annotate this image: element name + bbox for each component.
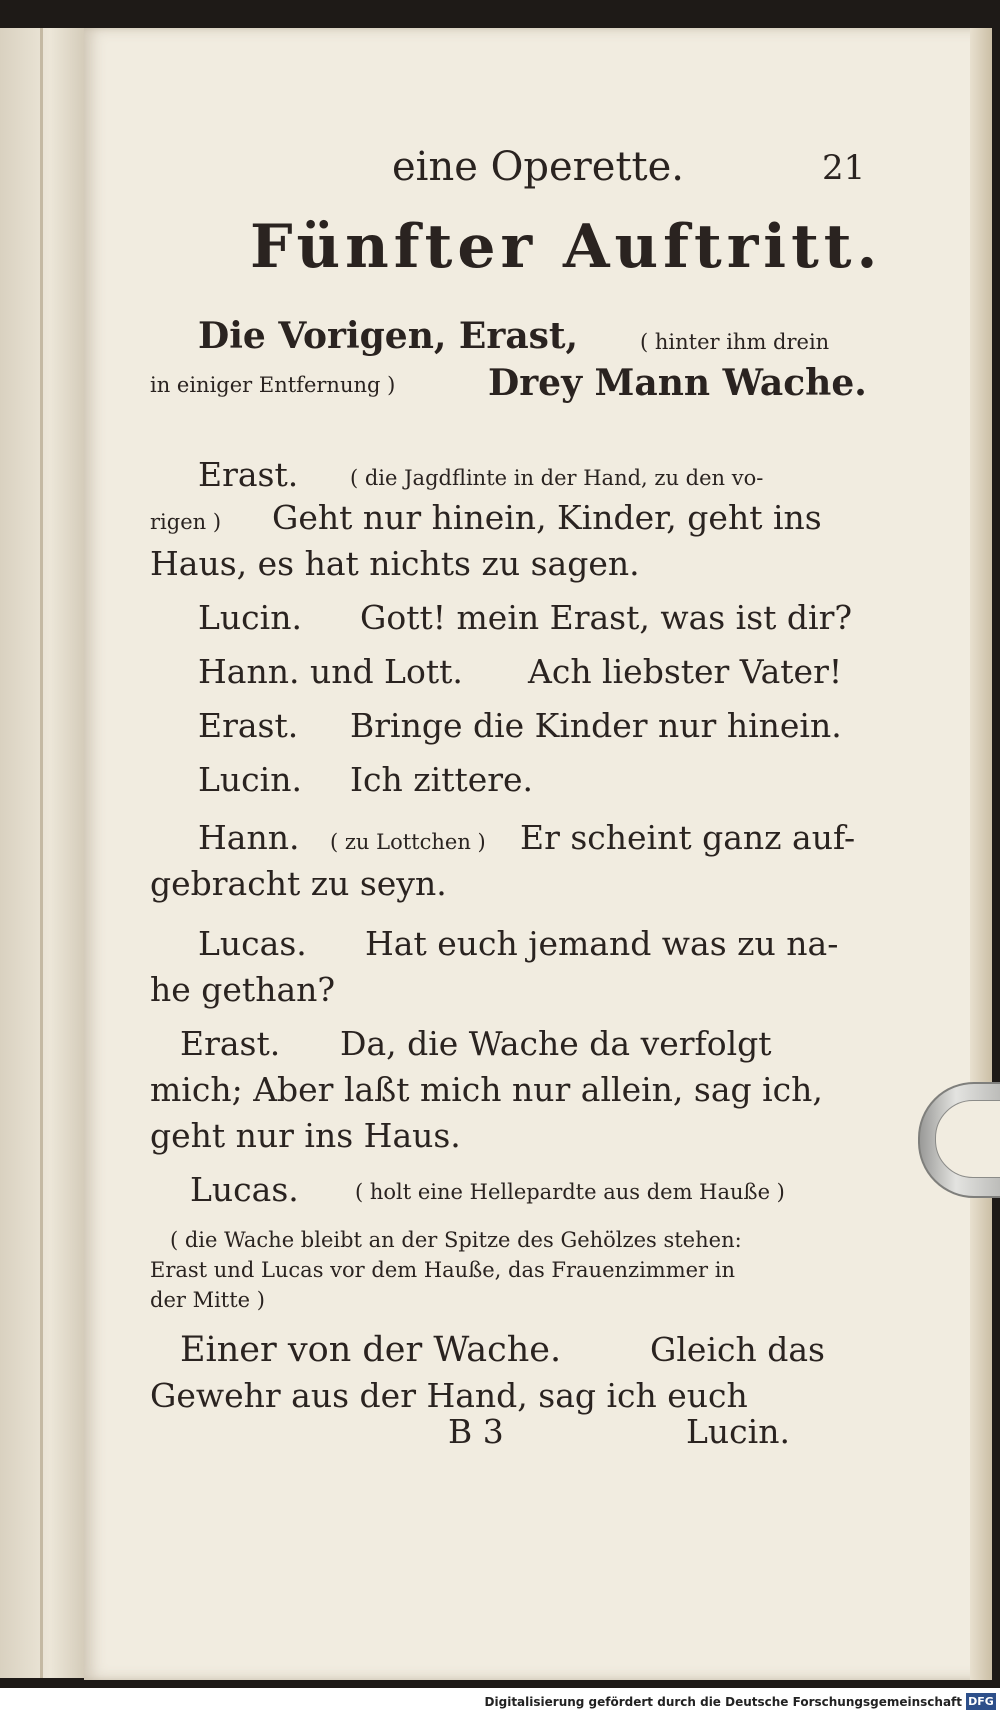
- dialogue-line: geht nur ins Haus.: [150, 1116, 461, 1155]
- page-number: 21: [822, 148, 866, 188]
- dialogue-line: Gott! mein Erast, was ist dir?: [360, 598, 853, 637]
- stage-direction-line: ( die Wache bleibt an der Spitze des Gehölzes stehen:: [170, 1228, 742, 1252]
- speaker-lucas: Lucas.: [198, 924, 307, 963]
- speaker-hann: Hann.: [198, 818, 300, 857]
- left-page-leaf: [0, 28, 94, 1678]
- speaker-lucin: Lucin.: [198, 760, 302, 799]
- intro-line-2-note: in einiger Entfernung ): [150, 373, 396, 397]
- credit-bar: [0, 1688, 1000, 1713]
- speaker-erast: Erast.: [180, 1024, 281, 1063]
- dialogue-line: Haus, es hat nichts zu sagen.: [150, 544, 640, 583]
- stage-note: rigen ): [150, 510, 222, 534]
- scene-title: Fünfter Auftritt.: [250, 212, 883, 282]
- dialogue-line: Gleich das: [650, 1330, 825, 1369]
- stage-note: ( zu Lottchen ): [330, 830, 486, 854]
- stage-direction-line: Erast und Lucas vor dem Hauße, das Frauenzimmer in: [150, 1258, 736, 1282]
- intro-line-1: Die Vorigen, Erast,: [198, 315, 579, 357]
- dialogue-line: Ach liebster Vater!: [528, 652, 843, 691]
- credit-text: Digitalisierung gefördert durch die Deutsche Forschungsgemeinschaft: [484, 1695, 962, 1709]
- dialogue-line: gebracht zu seyn.: [150, 864, 447, 903]
- dialogue-line: Hat euch jemand was zu na-: [365, 924, 839, 963]
- dfg-logo-icon: DFG: [966, 1693, 996, 1710]
- dialogue-line: mich; Aber laßt mich nur allein, sag ich,: [150, 1070, 823, 1109]
- signature-mark: B 3: [448, 1412, 504, 1451]
- dialogue-line: Er scheint ganz auf-: [520, 818, 856, 857]
- speaker-lucin: Lucin.: [198, 598, 302, 637]
- running-title: eine Operette.: [392, 144, 685, 190]
- speaker-wache: Einer von der Wache.: [180, 1330, 562, 1370]
- page-edge: [970, 28, 992, 1680]
- stage-note: ( holt eine Hellepardte aus dem Hauße ): [355, 1180, 785, 1204]
- left-page-edge: [40, 28, 43, 1678]
- dialogue-line: Ich zittere.: [350, 760, 534, 799]
- speaker-erast: Erast.: [198, 455, 299, 494]
- catchword: Lucin.: [686, 1412, 790, 1451]
- dialogue-line: Da, die Wache da verfolgt: [340, 1024, 772, 1063]
- stage-note: ( die Jagdflinte in der Hand, zu den vo-: [350, 466, 764, 490]
- intro-line-2: Drey Mann Wache.: [488, 362, 867, 404]
- speaker-hann-lott: Hann. und Lott.: [198, 652, 463, 691]
- dialogue-line: Bringe die Kinder nur hinein.: [350, 706, 842, 745]
- dialogue-line: Geht nur hinein, Kinder, geht ins: [272, 498, 822, 537]
- dialogue-line: he gethan?: [150, 970, 336, 1009]
- speaker-erast: Erast.: [198, 706, 299, 745]
- speaker-lucas: Lucas.: [190, 1170, 299, 1209]
- page-clip-inner: [935, 1100, 1000, 1178]
- stage-direction-line: der Mitte ): [150, 1288, 265, 1312]
- intro-line-1-note: ( hinter ihm drein: [640, 330, 830, 354]
- dialogue-line: Gewehr aus der Hand, sag ich euch: [150, 1376, 748, 1415]
